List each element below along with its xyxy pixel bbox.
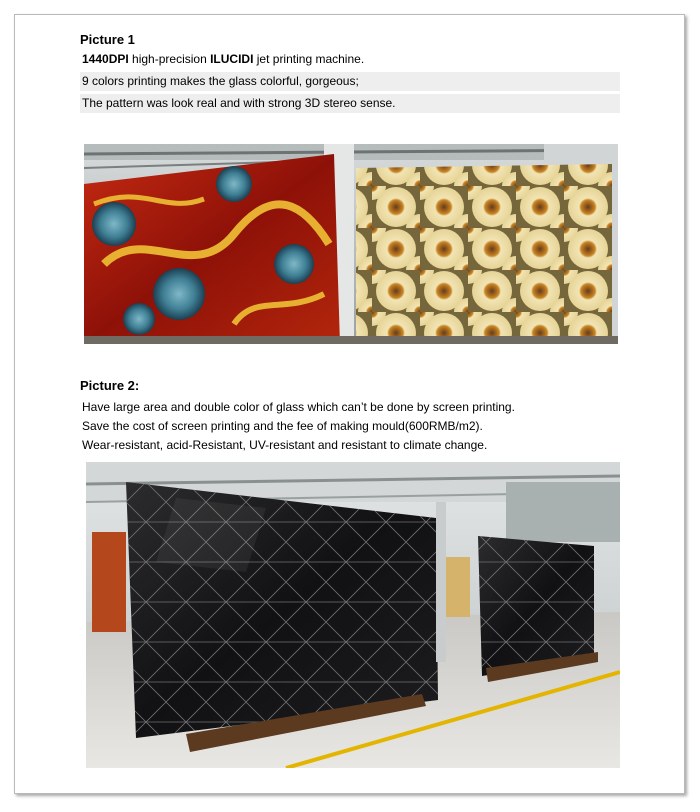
picture2-photo [86, 462, 620, 768]
picture2-title: Picture 2: [80, 378, 140, 393]
picture2-line3: Wear-resistant, acid-Resistant, UV-resistant and resistant to climate change. [82, 438, 488, 452]
picture2-line2: Save the cost of screen printing and the fee of making mould(600RMB/m2). [82, 419, 483, 433]
dpi-label: 1440DPI [82, 52, 129, 66]
picture1-line1 [80, 50, 620, 69]
picture1-title: Picture 1 [80, 32, 135, 47]
picture1-section [80, 32, 620, 113]
picture1-line3: The pattern was look real and with strong 3D stereo sense. [80, 94, 620, 113]
line1-text-b: jet printing machine. [253, 52, 365, 66]
picture2-section [80, 378, 620, 455]
line1-text-a: high-precision [128, 52, 211, 66]
ilucidi-label: ILUCIDI [210, 52, 254, 66]
picture1-line2: 9 colors printing makes the glass colorful, gorgeous; [80, 72, 620, 91]
picture2-line1: Have large area and double color of glass which can’t be done by screen printing. [82, 400, 515, 414]
picture1-photo [84, 144, 618, 344]
